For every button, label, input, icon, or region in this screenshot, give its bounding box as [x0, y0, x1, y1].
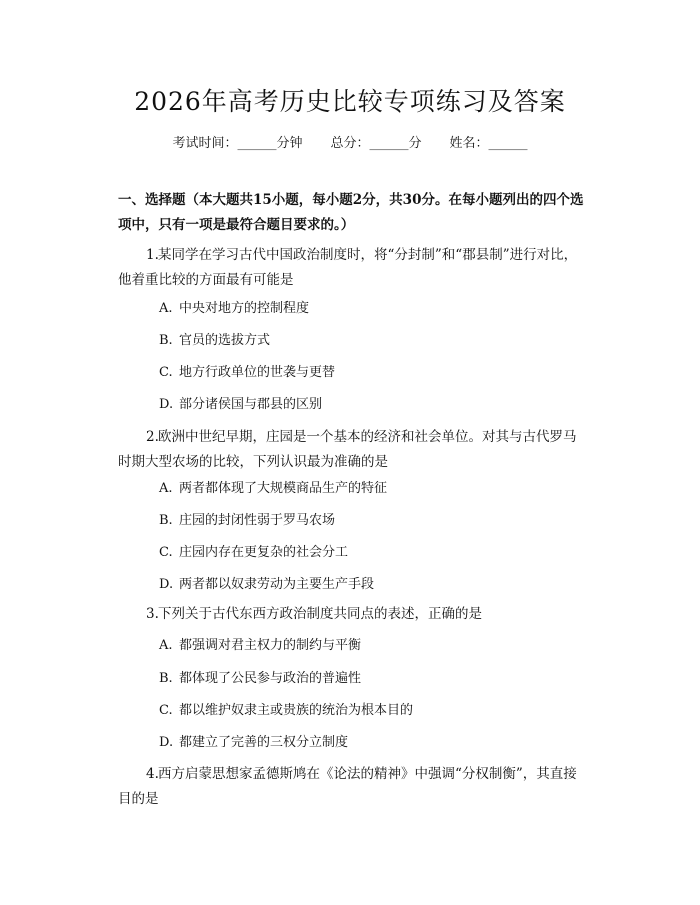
option-2a: A. 两者都体现了大规模商品生产的特征	[159, 481, 388, 496]
question-number: 1.	[146, 247, 159, 263]
section-heading: 一、选择题（本大题共15小题，每小题2分，共30分。在每小题列出的四个选项中，只有一项是最符合题目要求的。）	[118, 192, 584, 233]
exam-info	[0, 132, 700, 151]
document-title: 2026年高考历史比较专项练习及答案	[134, 87, 566, 116]
question-2	[118, 425, 588, 475]
option-3d: D. 都建立了完善的三权分立制度	[159, 735, 349, 750]
option-1c: C. 地方行政单位的世袭与更替	[159, 365, 336, 380]
option-3b: B. 都体现了公民参与政治的普遍性	[159, 671, 362, 686]
question-stem: 西方启蒙思想家孟德斯鸠在《论法的精神》中强调“分权制衡”，其直接目的是	[118, 766, 577, 807]
option-1d: D. 部分诸侯国与郡县的区别	[159, 397, 323, 412]
question-3	[118, 602, 588, 627]
question-number: 2.	[146, 429, 159, 445]
question-stem: 某同学在学习古代中国政治制度时，将“分封制”和“郡县制”进行对比，他着重比较的方面最有可能是	[118, 247, 578, 288]
option-1b: B. 官员的选拔方式	[159, 333, 271, 348]
option-3c: C. 都以维护奴隶主或贵族的统治为根本目的	[159, 703, 414, 718]
exam-name: 姓名：______	[449, 136, 528, 151]
question-1	[118, 243, 588, 293]
option-1a: A. 中央对地方的控制程度	[159, 301, 310, 316]
question-4	[118, 762, 588, 812]
question-stem: 下列关于古代东西方政治制度共同点的表述，正确的是	[158, 606, 482, 622]
question-stem: 欧洲中世纪早期，庄园是一个基本的经济和社会单位。对其与古代罗马时期大型农场的比较，下列认识最为准确的是	[118, 429, 577, 470]
option-2d: D. 两者都以奴隶劳动为主要生产手段	[159, 577, 375, 592]
exam-score: 总分：______分	[330, 136, 422, 151]
option-2b: B. 庄园的封闭性弱于罗马农场	[159, 513, 336, 528]
question-number: 3.	[146, 606, 159, 622]
question-number: 4.	[146, 766, 159, 782]
option-2c: C. 庄园内存在更复杂的社会分工	[159, 545, 349, 560]
option-3a: A. 都强调对君主权力的制约与平衡	[159, 638, 362, 653]
exam-time: 考试时间：______分钟	[172, 136, 303, 151]
